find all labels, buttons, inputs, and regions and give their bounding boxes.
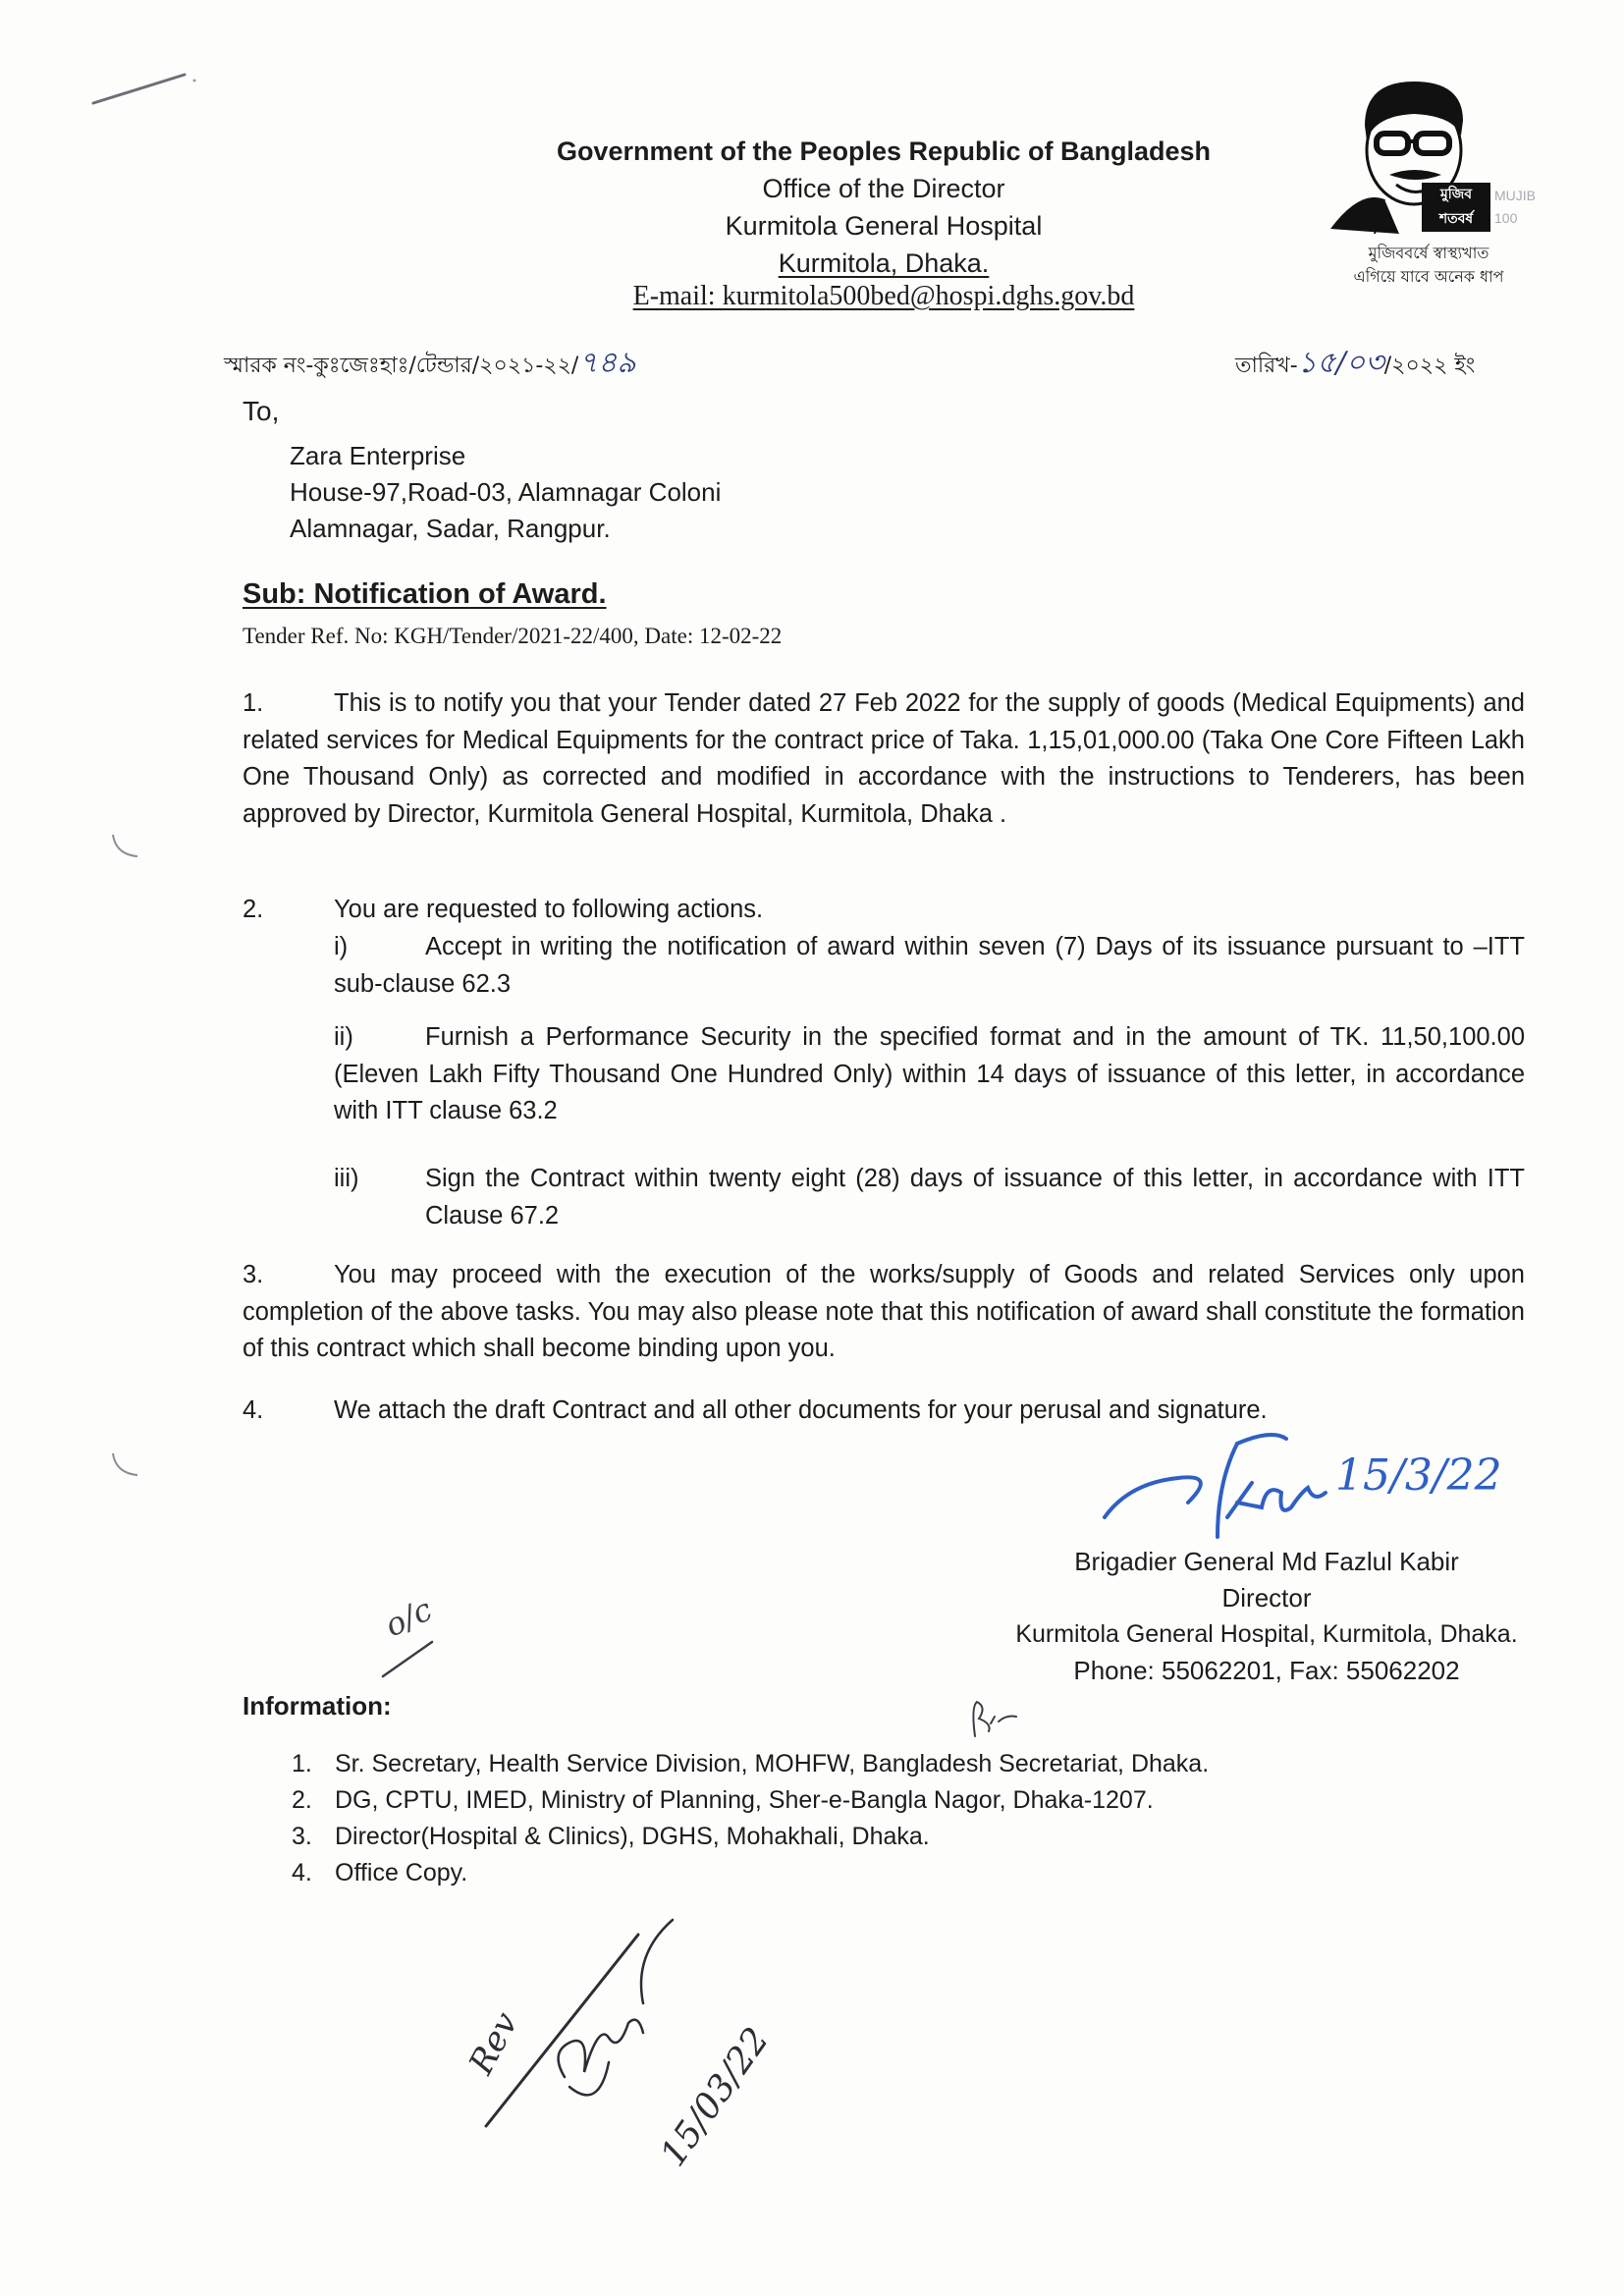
information-item: 4. Office Copy.	[292, 1859, 468, 1886]
paragraph-3	[243, 1257, 1525, 1368]
paragraph-number: 2.	[243, 896, 264, 923]
information-list	[292, 1746, 1209, 1891]
punch-mark	[108, 1451, 147, 1481]
government-title: Government of the Peoples Republic of Bangladesh	[556, 137, 1212, 166]
action-number: iii)	[334, 1165, 359, 1192]
memo-number	[224, 339, 636, 389]
information-item: 1. Sr. Secretary, Health Service Division, MOHFW, Bangladesh Secretariat, Dhaka.	[292, 1750, 1210, 1777]
memo-handwritten-number: ৭৪৯	[578, 346, 636, 380]
paragraph-number: 4.	[243, 1396, 264, 1424]
punch-mark	[108, 833, 147, 862]
badge-english: MUJIB 100	[1494, 188, 1536, 226]
date-handwritten: ১৫/০৩	[1297, 346, 1384, 380]
handwritten-initials-mark	[967, 1699, 1026, 1738]
handwritten-initials: o/c	[379, 1590, 438, 1645]
logo-caption-line1: মুজিববর্ষে স্বাস্থ্যখাত	[1368, 244, 1489, 262]
action-text: Furnish a Performance Security in the specified format and in the amount of TK. 11,50,100.00 (Eleven Lakh Fifty Thousand One Hundred Only) within 14 days of issuance of this letter, in accordance with ITT clause 63.2	[334, 1023, 1525, 1124]
review-date: 15/03/22	[653, 2020, 778, 2174]
signatory-name: Brigadier General Md Fazlul Kabir	[1074, 1547, 1459, 1576]
recipient-address-line1: House-97,Road-03, Alamnagar Coloni	[290, 477, 722, 507]
office-name: Office of the Director	[762, 174, 1005, 203]
action-item-3	[334, 1161, 1525, 1234]
review-note: Rev	[461, 2005, 526, 2081]
signatory-organization: Kurmitola General Hospital, Kurmitola, Dhaka.	[1015, 1620, 1518, 1648]
action-number: i)	[334, 933, 349, 960]
paragraph-number: 3.	[243, 1261, 264, 1288]
hospital-name: Kurmitola General Hospital	[725, 211, 1043, 241]
subject-line: Sub: Notification of Award.	[243, 578, 607, 610]
recipient-address-line2: Alamnagar, Sadar, Rangpur.	[290, 514, 611, 543]
paragraph-text: You are requested to following actions.	[334, 896, 764, 923]
information-item: 3. Director(Hospital & Clinics), DGHS, Mohakhali, Dhaka.	[292, 1823, 930, 1850]
email-link[interactable]: E-mail: kurmitola500bed@hospi.dghs.gov.bd	[632, 281, 1135, 311]
action-text: Accept in writing the notification of award within seven (7) Days of its issuance pursuant to –ITT sub-clause 62.3	[334, 933, 1525, 998]
signatory-designation: Director	[1221, 1583, 1312, 1613]
letter-date	[1235, 339, 1475, 389]
paragraph-text: This is to notify you that your Tender dated 27 Feb 2022 for the supply of goods (Medical Equipments) and related services for Medical Equipments for the contract price of Taka. 1,15,01,000.00 (Taka One Core Fifteen Lakh One Thousand Only) as corrected and modified in accordance with the instructions to Tenderers, has been approved by Director, Kurmitola General Hospital, Kurmitola, Dhaka .	[243, 689, 1525, 828]
salutation: To,	[243, 396, 280, 426]
pen-mark	[88, 59, 206, 118]
director-signature	[1090, 1434, 1335, 1542]
signature-block	[982, 1544, 1551, 1689]
pen-mark	[378, 1632, 447, 1681]
hospital-location: Kurmitola, Dhaka.	[778, 248, 990, 278]
date-suffix: /২০২২ ইং	[1383, 354, 1476, 378]
memo-label: স্মারক নং-কুঃজেঃহাঃ/টেন্ডার/২০২১-২২/	[224, 354, 579, 378]
recipient-name: Zara Enterprise	[290, 441, 466, 470]
action-item-2	[334, 1019, 1525, 1130]
action-number: ii)	[334, 1023, 353, 1051]
action-text: Sign the Contract within twenty eight (28) days of issuance of this letter, in accordance with ITT Clause 67.2	[425, 1165, 1525, 1230]
logo-caption-line2: এগিয়ে যাবে অনেক ধাপ	[1353, 267, 1504, 286]
paragraph-text: We attach the draft Contract and all other documents for your perusal and signature.	[334, 1396, 1268, 1424]
date-label: তারিখ-	[1235, 354, 1298, 378]
signature-date: 15/3/22	[1335, 1450, 1502, 1501]
signatory-contact: Phone: 55062201, Fax: 55062202	[1073, 1656, 1460, 1685]
paragraph-2	[243, 892, 1525, 929]
information-heading: Information:	[243, 1691, 392, 1721]
tender-reference: Tender Ref. No: KGH/Tender/2021-22/400, Date: 12-02-22	[243, 624, 783, 648]
logo-caption	[1286, 242, 1571, 289]
paragraph-text: You may proceed with the execution of the works/supply of Goods and related Services only upon completion of the above tasks. You may also please note that this notification of award shall constitute the formation of this contract which shall become binding upon you.	[243, 1261, 1525, 1362]
paragraph-1	[243, 685, 1525, 833]
paragraph-4	[243, 1393, 1525, 1430]
action-item-1	[334, 929, 1525, 1003]
paragraph-number: 1.	[243, 689, 264, 717]
information-item: 2. DG, CPTU, IMED, Ministry of Planning, Sher-e-Bangla Nagor, Dhaka-1207.	[292, 1786, 1154, 1814]
badge-bangla: মুজিব শতবর্ষ	[1422, 183, 1490, 232]
